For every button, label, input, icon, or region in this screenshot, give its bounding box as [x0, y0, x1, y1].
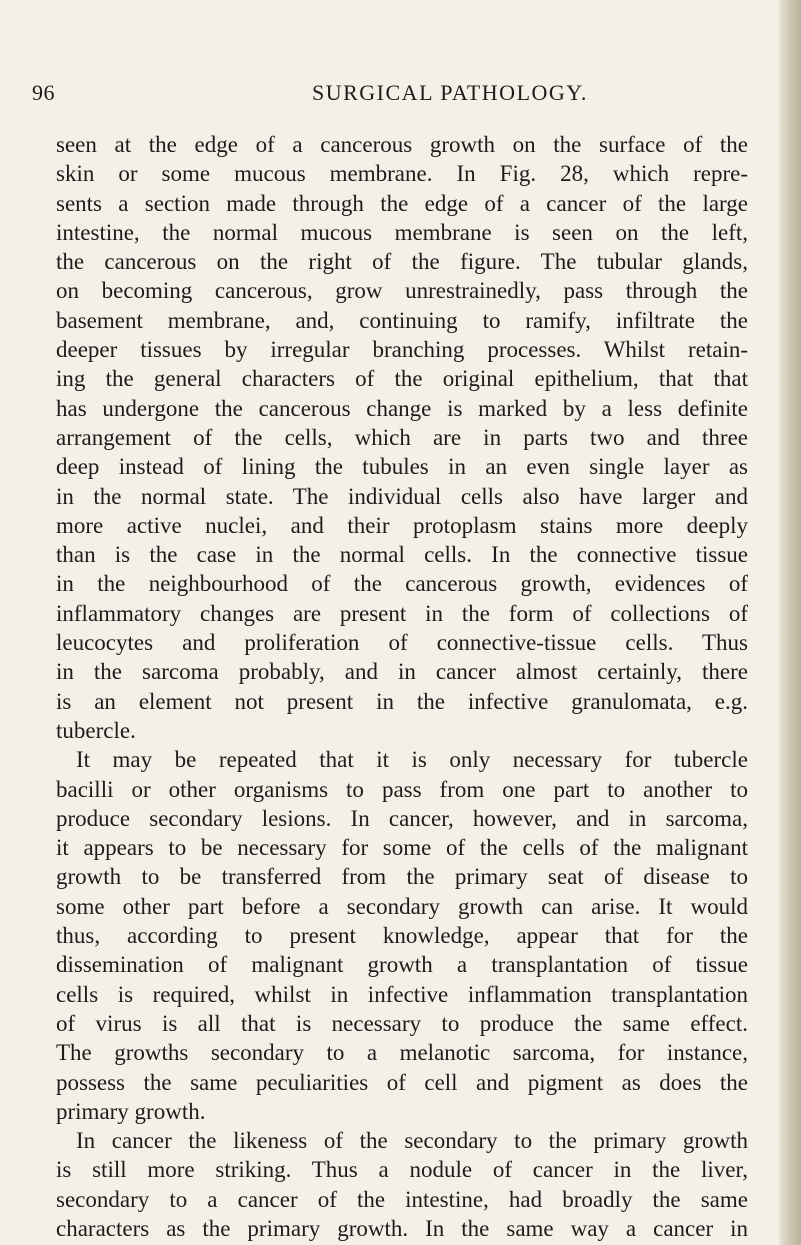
- text-line: some other part before a secondary growth can arise. It would: [56, 893, 748, 919]
- text-line: more active nuclei, and their protoplasm stains more deeply: [56, 512, 748, 538]
- text-line: intestine, the normal mucous membrane is seen on the left,: [56, 219, 748, 245]
- text-line: produce secondary lesions. In cancer, however, and in sarcoma,: [56, 805, 748, 831]
- running-title: SURGICAL PATHOLOGY.: [312, 80, 588, 105]
- text-line: in the neighbourhood of the cancerous growth, evidences of: [56, 571, 748, 597]
- text-line: is an element not present in the infective granulomata, e.g.: [56, 688, 748, 714]
- text-line: sents a section made through the edge of a cancer of the large: [56, 190, 748, 216]
- text-line: deep instead of lining the tubules in an even single layer as: [56, 454, 748, 480]
- text-line: dissemination of malignant growth a transplantation of tissue: [56, 952, 748, 978]
- text-line: has undergone the cancerous change is marked by a less definite: [56, 395, 748, 421]
- text-line: basement membrane, and, continuing to ramify, infiltrate the: [56, 307, 748, 333]
- paragraph-start-line: It may be repeated that it is only necessary for tubercle: [76, 747, 748, 773]
- text-line: thus, according to present knowledge, appear that for the: [56, 923, 748, 949]
- text-line: The growths secondary to a melanotic sarcoma, for instance,: [56, 1040, 748, 1066]
- text-line: skin or some mucous membrane. In Fig. 28, which repre-: [56, 161, 748, 187]
- page-header: [32, 80, 752, 110]
- text-line: than is the case in the normal cells. In the connective tissue: [56, 542, 748, 568]
- text-line: growth to be transferred from the primary seat of disease to: [56, 864, 748, 890]
- page-number: 96: [32, 80, 55, 105]
- text-line: of virus is all that is necessary to produce the same effect.: [56, 1010, 748, 1036]
- text-line: bacilli or other organisms to pass from one part to another to: [56, 776, 748, 802]
- text-line: in the sarcoma probably, and in cancer almost certainly, there: [56, 659, 748, 685]
- paragraph-start-line: In cancer the likeness of the secondary to the primary growth: [76, 1128, 748, 1154]
- text-line: leucocytes and proliferation of connective-tissue cells. Thus: [56, 630, 748, 656]
- text-line: cells is required, whilst in infective inflammation transplantation: [56, 981, 748, 1007]
- text-line: is still more striking. Thus a nodule of cancer in the liver,: [56, 1157, 748, 1183]
- page-edge-shadow: [779, 0, 801, 1245]
- text-line: deeper tissues by irregular branching processes. Whilst retain-: [56, 337, 748, 363]
- body-text: [56, 130, 748, 1243]
- text-line: ing the general characters of the original epithelium, that that: [56, 366, 748, 392]
- text-line: tubercle.: [56, 717, 136, 743]
- text-line: the cancerous on the right of the figure. The tubular glands,: [56, 249, 748, 275]
- text-line: characters as the primary growth. In the same way a cancer in: [56, 1215, 748, 1241]
- text-line: on becoming cancerous, grow unrestrainedly, pass through the: [56, 278, 748, 304]
- text-line: inflammatory changes are present in the form of collections of: [56, 600, 748, 626]
- text-line: it appears to be necessary for some of the cells of the malignant: [56, 835, 748, 861]
- text-line: primary growth.: [56, 1098, 206, 1124]
- text-line: in the normal state. The individual cells also have larger and: [56, 483, 748, 509]
- text-line: secondary to a cancer of the intestine, had broadly the same: [56, 1186, 748, 1212]
- text-line: possess the same peculiarities of cell and pigment as does the: [56, 1069, 748, 1095]
- text-line: seen at the edge of a cancerous growth on the surface of the: [56, 132, 748, 157]
- text-line: arrangement of the cells, which are in parts two and three: [56, 424, 748, 450]
